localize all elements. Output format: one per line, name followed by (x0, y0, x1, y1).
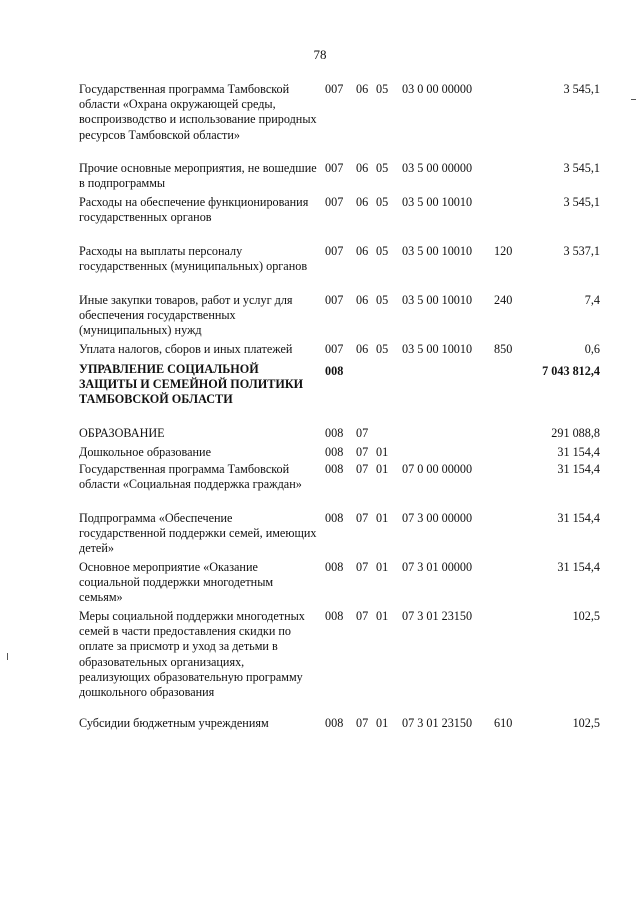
row-name: ОБРАЗОВАНИЕ (79, 426, 165, 440)
row-target-article-code: 03 5 00 10010 (402, 293, 473, 307)
row-subsection-code: 01 (376, 716, 389, 730)
row-section-code: 07 (356, 716, 369, 730)
row-subsection-code: 05 (376, 244, 389, 258)
budget-table (0, 82, 640, 736)
row-target-article-code: 03 0 00 00000 (402, 82, 473, 96)
row-subsection-code: 01 (376, 609, 389, 623)
row-subsection-code: 01 (376, 560, 389, 574)
row-department-code: 007 (325, 342, 344, 356)
row-amount: 31 154,4 (557, 511, 600, 525)
row-department-code: 008 (325, 426, 344, 440)
table-row (0, 342, 640, 362)
table-row (0, 716, 640, 736)
row-department-code: 008 (325, 609, 344, 623)
row-expense-type-code: 850 (494, 342, 513, 356)
row-section-code: 06 (356, 293, 369, 307)
row-target-article-code: 07 3 01 00000 (402, 560, 473, 574)
row-name: Расходы на обеспечение функционирования государственных органов (79, 195, 309, 225)
row-subsection-code: 05 (376, 342, 389, 356)
row-amount: 0,6 (584, 342, 600, 356)
row-amount: 7,4 (584, 293, 600, 307)
row-name: Подпрограмма «Обеспечение государственной поддержки семей, имеющих детей» (79, 511, 317, 556)
row-name: Государственная программа Тамбовской области «Социальная поддержка граждан» (79, 462, 302, 492)
department-header-row (0, 362, 640, 426)
row-department-code: 007 (325, 293, 344, 307)
row-target-article-code: 07 0 00 00000 (402, 462, 473, 476)
table-row (0, 161, 640, 195)
row-department-code: 007 (325, 195, 344, 209)
table-row (0, 82, 640, 161)
row-subsection-code: 05 (376, 161, 389, 175)
row-name: Расходы на выплаты персоналу государственных (муниципальных) органов (79, 244, 308, 274)
row-target-article-code: 03 5 00 00000 (402, 161, 473, 175)
row-subsection-code: 05 (376, 82, 389, 96)
table-row (0, 244, 640, 293)
row-target-article-code: 03 5 00 10010 (402, 195, 473, 209)
row-department-code: 007 (325, 244, 344, 258)
row-section-code: 07 (356, 445, 369, 459)
row-section-code: 06 (356, 244, 369, 258)
table-row (0, 511, 640, 560)
row-name: Иные закупки товаров, работ и услуг для обеспечения государственных (муниципальных) нужд (79, 293, 293, 338)
row-amount: 3 545,1 (563, 195, 600, 209)
row-expense-type-code: 120 (494, 244, 513, 258)
row-amount: 102,5 (572, 609, 600, 623)
row-name: Меры социальной поддержки многодетных семей в части предоставления скидки по оплате за присмотр и уход за детьми в образовательных организациях, реализующих образовательную программу дошкольного образования (79, 609, 305, 700)
row-amount: 31 154,4 (557, 445, 600, 459)
row-name: Субсидии бюджетным учреждениям (79, 716, 269, 730)
row-subsection-code: 01 (376, 445, 389, 459)
row-department-code: 008 (325, 462, 344, 476)
row-section-code: 06 (356, 195, 369, 209)
row-name: Прочие основные мероприятия, не вошедшие в подпрограммы (79, 161, 317, 191)
row-section-code: 06 (356, 82, 369, 96)
row-target-article-code: 07 3 01 23150 (402, 716, 473, 730)
row-section-code: 07 (356, 426, 369, 440)
row-department-code: 008 (325, 364, 344, 378)
row-department-code: 008 (325, 445, 344, 459)
row-target-article-code: 07 3 00 00000 (402, 511, 473, 525)
row-section-code: 07 (356, 560, 369, 574)
table-row (0, 445, 640, 462)
row-section-code: 07 (356, 609, 369, 623)
row-subsection-code: 01 (376, 462, 389, 476)
table-row (0, 609, 640, 716)
row-name: Уплата налогов, сборов и иных платежей (79, 342, 293, 356)
row-expense-type-code: 240 (494, 293, 513, 307)
table-row (0, 560, 640, 609)
row-department-code: 008 (325, 560, 344, 574)
row-section-code: 06 (356, 161, 369, 175)
row-subsection-code: 05 (376, 293, 389, 307)
row-amount: 3 545,1 (563, 161, 600, 175)
table-row (0, 195, 640, 244)
row-subsection-code: 05 (376, 195, 389, 209)
table-row (0, 426, 640, 445)
row-target-article-code: 07 3 01 23150 (402, 609, 473, 623)
row-target-article-code: 03 5 00 10010 (402, 342, 473, 356)
row-name: Дошкольное образование (79, 445, 211, 459)
row-amount: 3 537,1 (563, 244, 600, 258)
row-section-code: 07 (356, 511, 369, 525)
row-section-code: 07 (356, 462, 369, 476)
row-expense-type-code: 610 (494, 716, 513, 730)
row-amount: 31 154,4 (557, 560, 600, 574)
row-amount: 102,5 (572, 716, 600, 730)
row-department-code: 008 (325, 716, 344, 730)
row-amount: 31 154,4 (557, 462, 600, 476)
department-name: УПРАВЛЕНИЕ СОЦИАЛЬНОЙ ЗАЩИТЫ И СЕМЕЙНОЙ ПОЛИТИКИ ТАМБОВСКОЙ ОБЛАСТИ (79, 362, 304, 407)
table-row (0, 462, 640, 511)
row-amount: 3 545,1 (563, 82, 600, 96)
table-row (0, 293, 640, 342)
page-number: 78 (313, 47, 327, 62)
row-department-code: 007 (325, 82, 344, 96)
row-section-code: 06 (356, 342, 369, 356)
row-name: Основное мероприятие «Оказание социальной поддержки многодетным семьям» (79, 560, 274, 605)
row-department-code: 008 (325, 511, 344, 525)
row-target-article-code: 03 5 00 10010 (402, 244, 473, 258)
row-department-code: 007 (325, 161, 344, 175)
row-amount: 291 088,8 (551, 426, 600, 440)
row-subsection-code: 01 (376, 511, 389, 525)
row-amount: 7 043 812,4 (542, 364, 600, 378)
row-name: Государственная программа Тамбовской области «Охрана окружающей среды, воспроизводство и использование природных ресурсов Тамбовской области» (79, 82, 317, 142)
